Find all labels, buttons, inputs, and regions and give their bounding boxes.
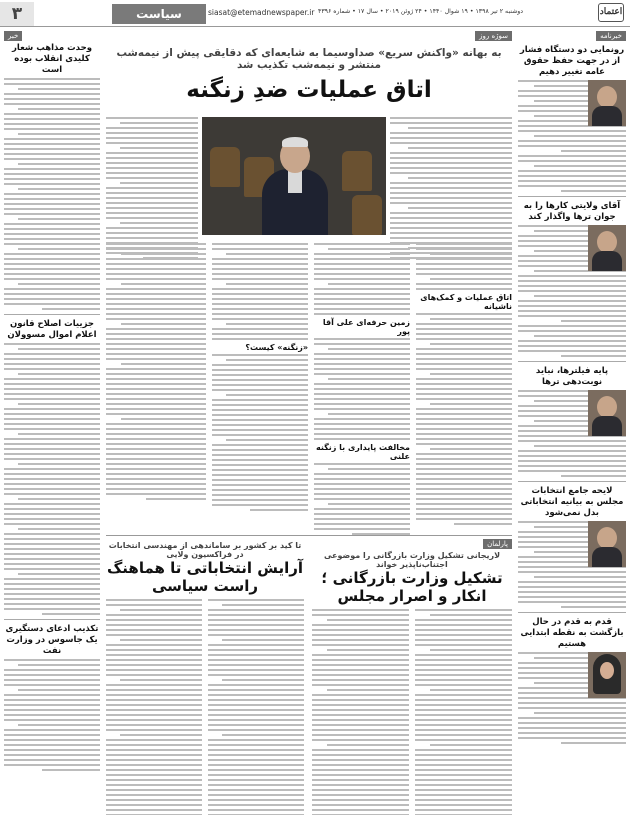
story-body [4, 343, 100, 615]
portrait-photo [588, 225, 626, 271]
main-story-subhead: اتاق عملیات و کمک‌های ناشیانه [420, 293, 512, 311]
story-kicker: تا کید بر کشور بر ساماندهی از مهندسی انتخابات در فراکسیون ولایی [108, 541, 302, 559]
main-story-subhead: «زنگنه» کیست؟ [245, 343, 308, 352]
story-body [518, 225, 626, 357]
main-story-lower [106, 243, 512, 533]
story-body [4, 659, 100, 771]
main-story-body-col-1 [390, 117, 512, 262]
story-body [518, 652, 626, 744]
newspaper-logo: اعتماد [598, 3, 624, 22]
left-column-tag: خبر [4, 31, 22, 41]
main-story-subhead: زمین حرفه‌ای علی آقا پور [322, 318, 410, 336]
portrait-photo [588, 80, 626, 126]
main-story [106, 31, 512, 815]
right-column [518, 31, 626, 815]
story-title: وحدت مذاهب شعار کلیدی انقلاب بوده است [12, 43, 92, 75]
section-email: siasat@etemadnewspaper.ir [208, 8, 315, 17]
parliament-tag: پارلمان [483, 539, 512, 549]
portrait-photo [588, 652, 626, 698]
story-title: آرایش انتخاباتی تا هماهنگ راست سیاسی [106, 559, 304, 595]
story-title: آقای ولایتی کارها را به جوان ترها واگذار کند [523, 201, 621, 222]
main-story-title: اتاق عملیات ضدِ زنگنه [186, 77, 432, 103]
main-story-body-col-4 [106, 117, 198, 262]
story-title: پایه فیلترها، نباید نوبت‌دهی ترها [535, 366, 609, 387]
page-header [0, 0, 630, 27]
story-title: تکذیب ادعای دستگیری یک جاسوس در وزارت نفت [5, 624, 99, 656]
main-story-body-col [212, 243, 308, 533]
story-kicker: لاریجانی تشکیل وزارت بازرگانی را موضوعی اجتناب‌ناپذیر خواند [323, 551, 501, 569]
date-line: دوشنبه ۲ تیر ۱۳۹۸ • ۱۹ شوال ۱۴۴۰ • ۲۴ ژوئن ۲۰۱۹ • سال ۱۷ • شماره ۴۳۹۶ [318, 8, 523, 15]
divider [4, 619, 100, 620]
main-story-body-col [314, 243, 410, 533]
bottom-right-story [312, 539, 512, 815]
portrait-photo [588, 521, 626, 567]
story-body [518, 80, 626, 192]
story-body [518, 390, 626, 477]
section-label: سیاست [112, 4, 206, 24]
story-body [4, 78, 100, 310]
main-story-supertitle: به بهانه «واکنش سریع» صداوسیما به شایعه‌ای که دقایقی پیش از نیمه‌شب منتشر و نیمه‌شب تکذیب شد [116, 47, 502, 71]
bottom-left-story [106, 539, 304, 815]
divider [518, 481, 626, 482]
main-story-body-col [106, 243, 206, 533]
story-title: لایحه جامع انتخابات مجلس به بیانیه انتخاباتی بدل نمی‌شود [520, 486, 624, 518]
page-number: ۳ [0, 2, 34, 27]
main-story-tag: سوژه روز [475, 31, 512, 41]
divider [518, 361, 626, 362]
header-rule [0, 26, 630, 27]
left-column [4, 31, 100, 815]
story-body [518, 521, 626, 608]
story-title: تشکیل وزارت بازرگانی ؛ انکار و اصرار مجلس [321, 569, 503, 605]
story-title: قدم به قدم در حال بازگشت به نقطه ابتدایی هستیم [520, 617, 624, 649]
right-column-tag: خبرنامه [596, 31, 626, 41]
divider [518, 612, 626, 613]
divider [106, 535, 512, 536]
story-title: رونمایی دو دستگاه فشار از در جهت حفظ حقوق عامه تغییر دهیم [519, 45, 625, 77]
portrait-photo [588, 390, 626, 436]
main-story-subhead: مخالفت پایداری با زنگنه علنی [315, 443, 410, 461]
minister-photo [202, 117, 386, 235]
divider [518, 196, 626, 197]
divider [4, 314, 100, 315]
main-story-body-col [416, 243, 512, 533]
story-title: جزییات اصلاح قانون اعلام اموال مسوولان [7, 319, 97, 340]
